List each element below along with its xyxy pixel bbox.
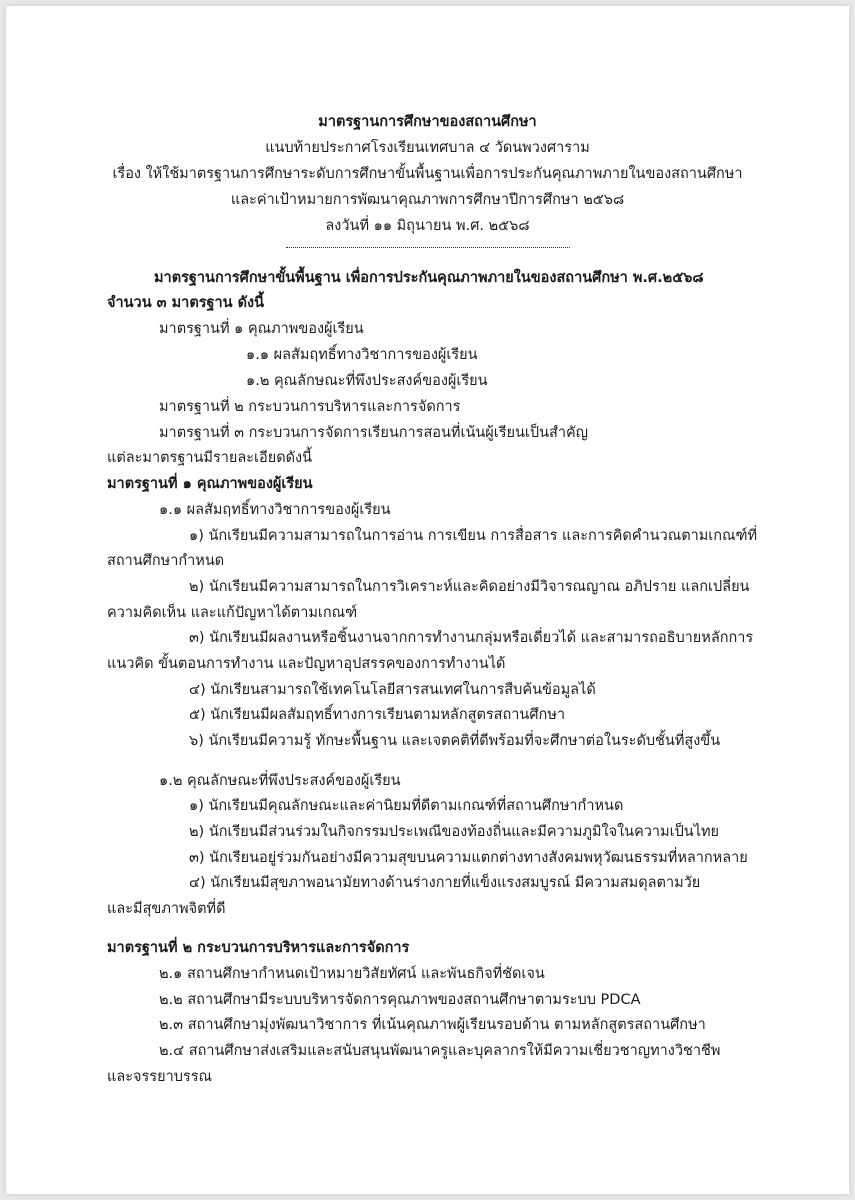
list-item: ๒.๓ สถานศึกษามุ่งพัฒนาวิชาการ ที่เน้นคุณภาพผู้เรียนรอบด้าน ตามหลักสูตรสถานศึกษา [159, 1017, 706, 1033]
list-item: ๒.๒ สถานศึกษามีระบบบริหารจัดการคุณภาพของสถานศึกษาตามระบบ PDCA [159, 992, 641, 1008]
list-item: ๕) นักเรียนมีผลสัมฤทธิ์ทางการเรียนตามหลักสูตรสถานศึกษา [189, 707, 566, 723]
document-title: มาตรฐานการศึกษาของสถานศึกษา [318, 114, 537, 130]
list-item: สถานศึกษากำหนด [107, 553, 225, 569]
list-item: ๓) นักเรียนมีผลงานหรือชิ้นงานจากการทำงานกลุ่มหรือเดี่ยวได้ และสามารถอธิบายหลักการ [189, 630, 754, 646]
target-line: และค่าเป้าหมายการพัฒนาคุณภาพการศึกษาปีการศึกษา ๒๕๖๘ [230, 192, 625, 208]
list-item: แนวคิด ขั้นตอนการทำงาน และปัญหาอุปสรรคของการทำงานได้ [107, 656, 506, 672]
overview-standard-2: มาตรฐานที่ ๒ กระบวนการบริหารและการจัดการ [159, 399, 461, 415]
subject-line: เรื่อง ให้ใช้มาตรฐานการศึกษาระดับการศึกษาขั้นพื้นฐานเพื่อการประกันคุณภาพภายในของสถานศึกษา [112, 166, 743, 182]
list-item: และมีสุขภาพจิตที่ดี [107, 901, 226, 917]
overview-standard-1-1: ๑.๑ ผลสัมฤทธิ์ทางวิชาการของผู้เรียน [246, 347, 478, 363]
list-item: ๑) นักเรียนมีคุณลักษณะและค่านิยมที่ดีตามเกณฑ์ที่สถานศึกษากำหนด [189, 798, 624, 814]
standard-1-heading: มาตรฐานที่ ๑ คุณภาพของผู้เรียน [107, 476, 313, 492]
section-heading: มาตรฐานการศึกษาขั้นพื้นฐาน เพื่อการประกันคุณภาพภายในของสถานศึกษา พ.ศ.๒๕๖๘ [154, 270, 704, 286]
list-item: ความคิดเห็น และแก้ปัญหาได้ตามเกณฑ์ [107, 605, 358, 621]
list-item: ๑) นักเรียนมีความสามารถในการอ่าน การเขียน การสื่อสาร และการคิดคำนวณตามเกณฑ์ที่ [189, 528, 758, 544]
standard-count: จำนวน ๓ มาตรฐาน ดังนี้ [107, 295, 265, 311]
detail-note: แต่ละมาตรฐานมีรายละเอียดดังนี้ [107, 450, 313, 466]
standard-1-1-heading: ๑.๑ ผลสัมฤทธิ์ทางวิชาการของผู้เรียน [159, 502, 391, 518]
overview-standard-3: มาตรฐานที่ ๓ กระบวนการจัดการเรียนการสอนที่เน้นผู้เรียนเป็นสำคัญ [159, 425, 589, 441]
standard-2-heading: มาตรฐานที่ ๒ กระบวนการบริหารและการจัดการ [107, 940, 410, 956]
list-item: ๒.๑ สถานศึกษากำหนดเป้าหมายวิสัยทัศน์ และพันธกิจที่ชัดเจน [159, 966, 545, 982]
list-item: ๔) นักเรียนสามารถใช้เทคโนโลยีสารสนเทศในการสืบค้นข้อมูลได้ [189, 682, 596, 698]
overview-standard-1-2: ๑.๒ คุณลักษณะที่พึงประสงค์ของผู้เรียน [246, 373, 488, 389]
list-item: ๓) นักเรียนอยู่ร่วมกันอย่างมีความสุขบนความแตกต่างทางสังคมพหุวัฒนธรรมที่หลากหลาย [189, 850, 748, 866]
list-item: ๔) นักเรียนมีสุขภาพอนามัยทางด้านร่างกายที่แข็งแรงสมบูรณ์ มีความสมดุลตามวัย [189, 875, 701, 891]
list-item: ๖) นักเรียนมีความรู้ ทักษะพื้นฐาน และเจตคติที่ดีพร้อมที่จะศึกษาต่อในระดับชั้นที่สูงขึ้น [189, 733, 721, 749]
standard-1-2-heading: ๑.๒ คุณลักษณะที่พึงประสงค์ของผู้เรียน [159, 773, 401, 789]
document-page [6, 6, 849, 1194]
list-item: ๒) นักเรียนมีความสามารถในการวิเคราะห์และคิดอย่างมีวิจารณญาณ อภิปราย แลกเปลี่ยน [189, 579, 750, 595]
annex-line: แนบท้ายประกาศโรงเรียนเทศบาล ๔ วัดนพวงศาราม [265, 140, 590, 156]
list-item: และจรรยาบรรณ [107, 1069, 212, 1085]
list-item: ๒.๔ สถานศึกษาส่งเสริมและสนับสนุนพัฒนาครูและบุคลากรให้มีความเชี่ยวชาญทางวิชาชีพ [159, 1043, 721, 1059]
list-item: ๒) นักเรียนมีส่วนร่วมในกิจกรรมประเพณีของท้องถิ่นและมีความภูมิใจในความเป็นไทย [189, 824, 720, 840]
overview-standard-1: มาตรฐานที่ ๑ คุณภาพของผู้เรียน [159, 321, 364, 337]
date-line: ลงวันที่ ๑๑ มิถุนายน พ.ศ. ๒๕๖๘ [325, 218, 530, 234]
dotted-divider [286, 247, 570, 248]
